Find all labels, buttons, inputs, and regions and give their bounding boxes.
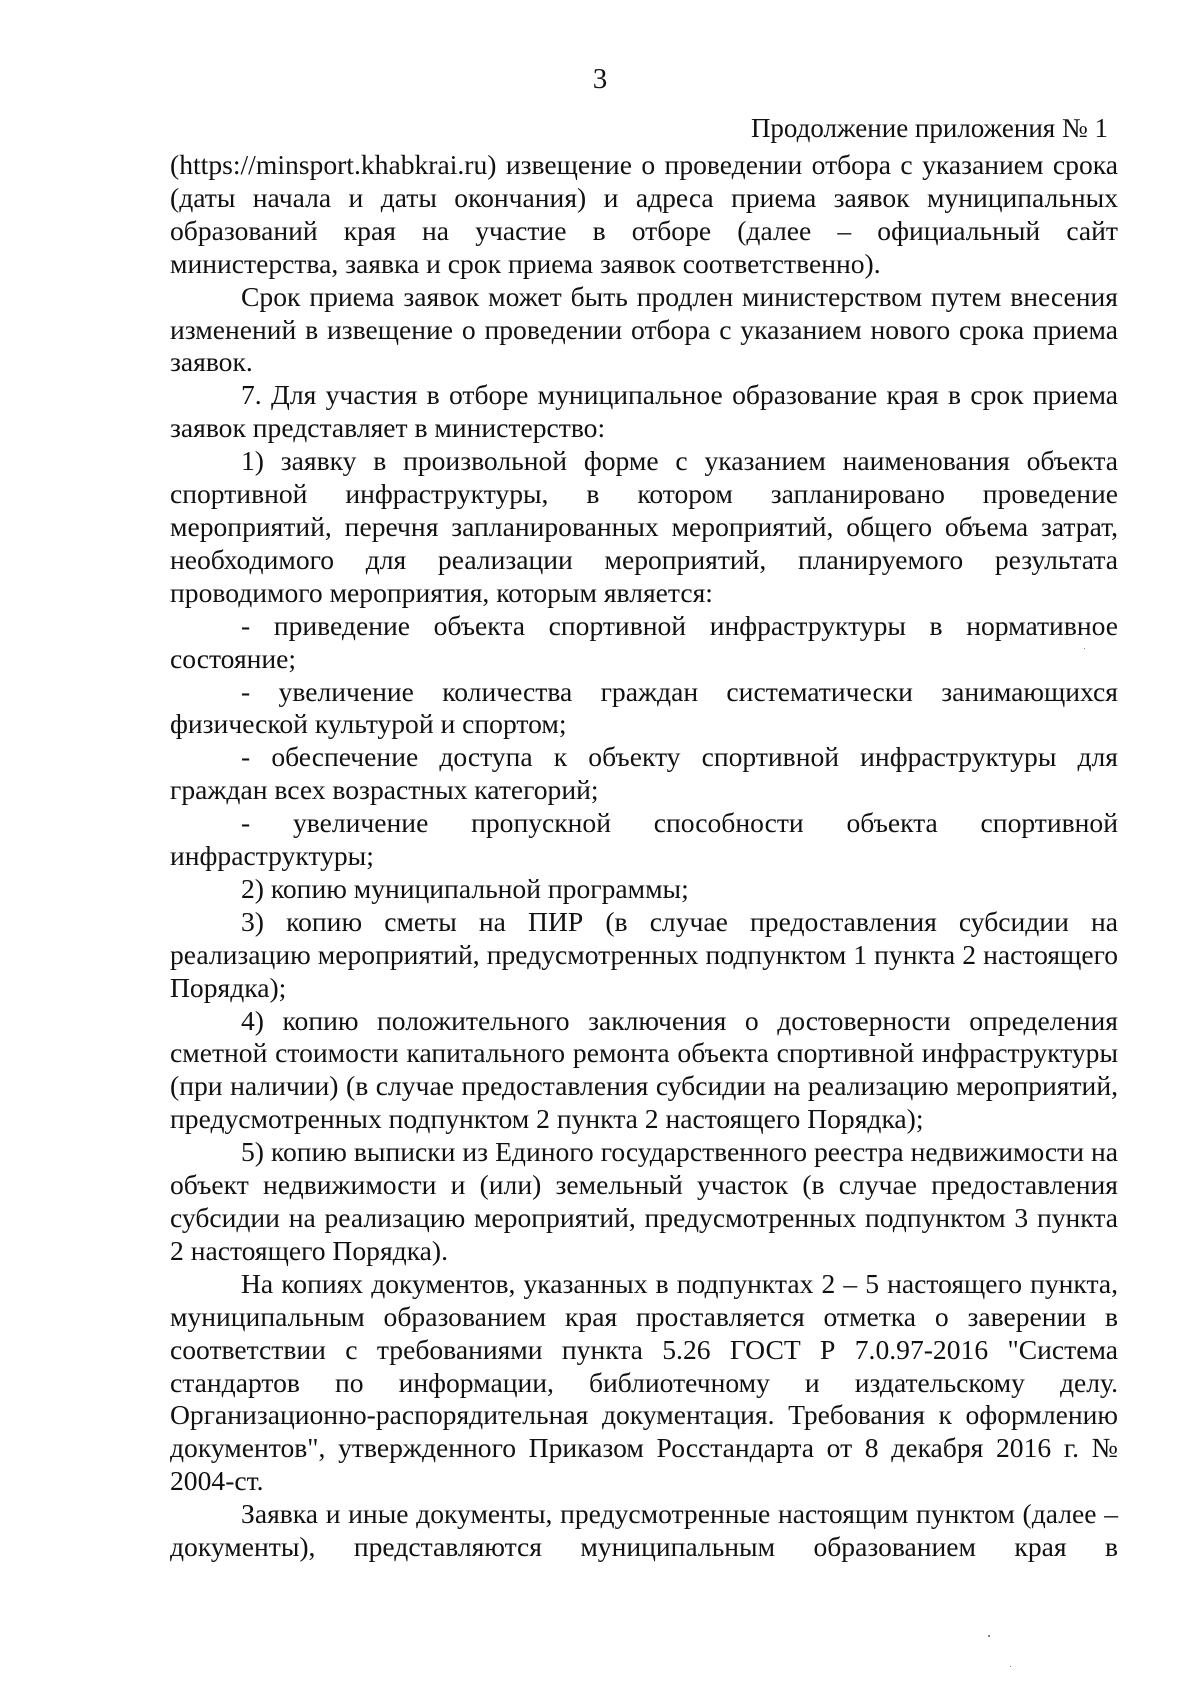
- scan-speck: [1084, 648, 1085, 649]
- paragraph-notice-continuation: (https://minsport.khabkrai.ru) извещение о проведении отбора с указанием срока (даты начала и даты окончания) и адреса приема заявок муниципальных образований края на участие в отборе (далее – официальный сайт министерства, заявка и срок приема заявок соответственно).: [170, 149, 1118, 279]
- paragraph-result-normative-state: - приведение объекта спортивной инфраструктуры в нормативное состояние;: [170, 609, 1118, 674]
- paragraph-subitem-1: 1) заявку в произвольной форме с указанием наименования объекта спортивной инфраструктуры, в котором запланировано проведение мероприятий, перечня запланированных мероприятий, общего объема затрат, необходимого для реализации мероприятий, планируемого результата проводимого мероприятия, которым является:: [170, 445, 1118, 608]
- document-body: [170, 149, 1118, 1564]
- paragraph-document-certification: На копиях документов, указанных в подпунктах 2 – 5 настоящего пункта, муниципальным образованием края проставляется отметка о заверении в соответствии с требованиями пункта 5.26 ГОСТ Р 7.0.97-2016 "Система стандартов по информации, библиотечному и издательскому делу. Организационно-распорядительная документация. Требования к оформлению документов", утвержденного Приказом Росстандарта от 8 декабря 2016 г. № 2004-ст.: [170, 1267, 1118, 1497]
- paragraph-subitem-5: 5) копию выписки из Единого государственного реестра недвижимости на объект недвижимости и (или) земельный участок (в случае предоставления субсидии на реализацию мероприятий, предусмотренных подпунктом 3 пункта 2 настоящего Порядка).: [170, 1136, 1118, 1266]
- paragraph-result-capacity: - увеличение пропускной способности объекта спортивной инфраструктуры;: [170, 807, 1118, 872]
- paragraph-item-7: 7. Для участия в отборе муниципальное образование края в срок приема заявок представляет в министерство:: [170, 379, 1118, 444]
- paragraph-result-access: - обеспечение доступа к объекту спортивной инфраструктуры для граждан всех возрастных категорий;: [170, 741, 1118, 806]
- paragraph-deadline-extension: Срок приема заявок может быть продлен министерством путем внесения изменений в извещение о проведении отбора с указанием нового срока приема заявок.: [170, 280, 1118, 378]
- paragraph-subitem-4: 4) копию положительного заключения о достоверности определения сметной стоимости капитального ремонта объекта спортивной инфраструктуры (при наличии) (в случае предоставления субсидии на реализацию мероприятий, предусмотренных подпунктом 2 пункта 2 настоящего Порядка);: [170, 1004, 1118, 1135]
- paragraph-subitem-3: 3) копию сметы на ПИР (в случае предоставления субсидии на реализацию мероприятий, предусмотренных подпунктом 1 пункта 2 настоящего Порядка);: [170, 905, 1118, 1003]
- paragraph-result-citizens-increase: - увеличение количества граждан систематически занимающихся физической культурой и спортом;: [170, 675, 1118, 740]
- paragraph-documents-submission: Заявка и иные документы, предусмотренные настоящим пунктом (далее – документы), представляются муниципальным образованием края в: [170, 1498, 1118, 1563]
- page-number: 3: [592, 63, 608, 95]
- scan-speck: [988, 1635, 990, 1637]
- scan-speck: [1010, 1666, 1011, 1667]
- running-header: Продолжение приложения № 1: [750, 113, 1108, 143]
- paragraph-subitem-2: 2) копию муниципальной программы;: [241, 872, 689, 904]
